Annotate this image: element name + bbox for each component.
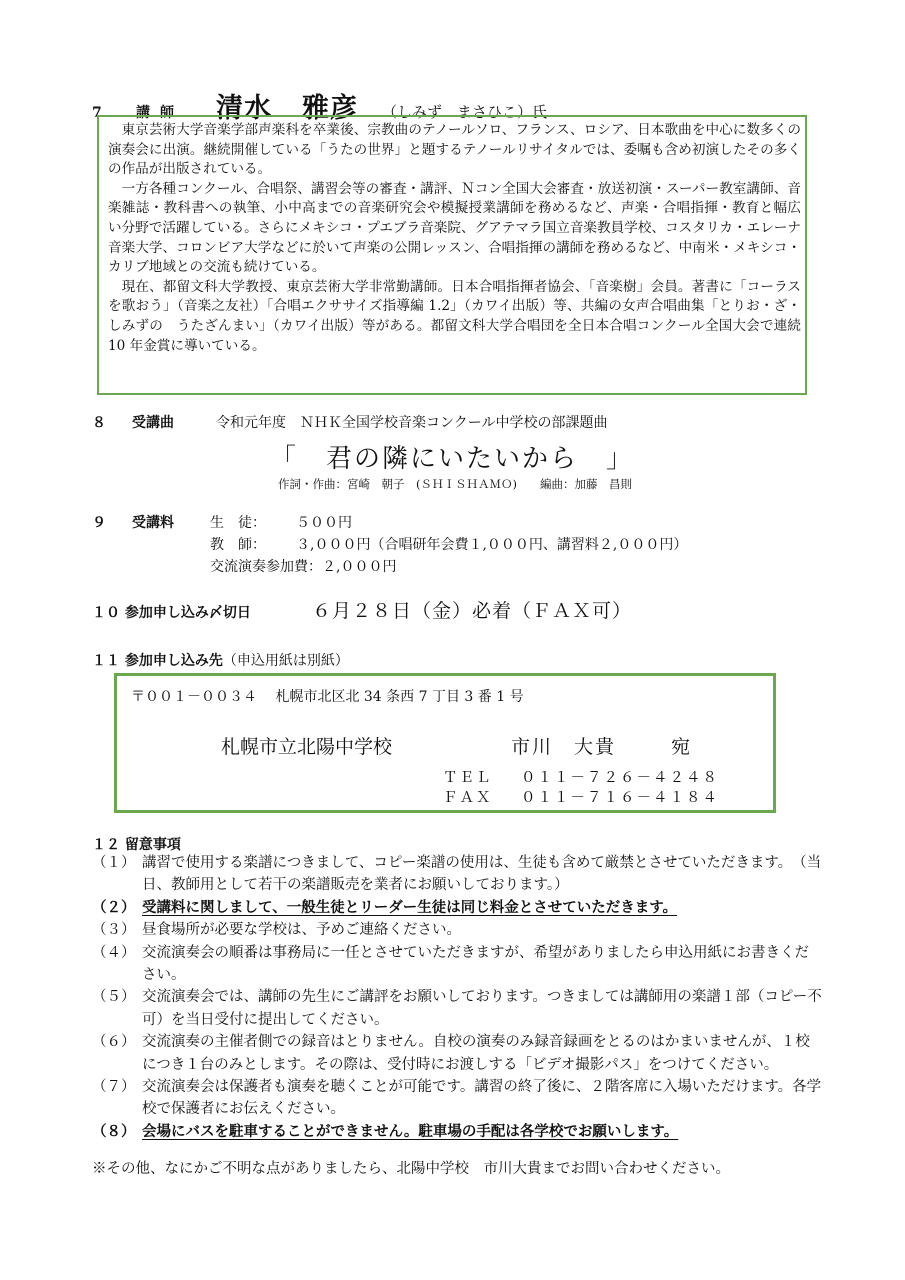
note-text: 交流演奏会の順番は事務局に一任とさせていただきますが、希望がありましたら申込用紙にお書きください。 [142,944,809,984]
school-name: 札幌市立北陽中学校 [221,736,393,758]
note-text: 受講料に関しまして、一般生徒とリーダー生徒は同じ料金とさせていただきます。 [142,898,678,916]
note-text: 交流演奏会では、講師の先生にご講評をお願いしております。つきましては講師用の楽譜１部（コピー不可）を当日受付に提出してください。 [142,989,822,1028]
student-fee-value: ５００円 [296,515,352,531]
fax-label: ＦＡＸ [443,790,493,806]
note-item [92,852,822,897]
note-text: 会場にバスを駐車することができません。駐車場の手配は各学校でお願いします。 [142,1122,679,1140]
notes-list [92,852,822,1143]
note-number: （１） [92,855,136,871]
lecturer-reading: （しみず まさひこ）氏 [382,103,548,121]
bio-paragraph: 一方各種コンクール、合唱祭、講習会等の審査・講評、Ｎコン全国大会審査・放送初演・スーパー教室講師、音楽雑誌・教科書への執筆、小中高までの音楽研究会や模擬授業講師を務めるなど、声楽・合唱指揮・教育と幅広い分野で活躍している。さらにメキシコ・プエブラ音楽院、グアテマラ国立音楽教員学校、コスタリカ・エレーナ音楽大学、コロンビア大学などに於いて声楽の公開レッスン、合唱指揮の講師を務めるなど、中南米・メキシコ・カリブ地域との交流も続けている。 [108,180,801,276]
section-label: 講師 [136,105,184,121]
lecturer-bio-box [97,115,807,395]
note-item [92,1076,822,1121]
teacher-fee-value: ３,０００円（合唱研年会費１,０００円、講習料２,０００円） [296,537,688,553]
note-number: （３） [92,922,136,939]
fees-section [92,512,687,578]
note-item [92,942,822,987]
note-item [92,919,822,941]
song-subtitle: 令和元年度 ＮＨＫ全国学校音楽コンクール中学校の部課題曲 [216,415,608,431]
fee-row-student [92,512,687,534]
note-number: （５） [92,989,136,1006]
song-title: 「 君の隣にいたいから 」 [270,444,635,474]
section-number: 7 [92,105,102,121]
tel-label: ＴＥＬ [443,770,493,786]
fee-row-teacher [92,534,687,556]
tel-line [443,766,719,787]
note-number: （７） [92,1079,136,1096]
note-text: 講習で使用する楽譜につきまして、コピー楽譜の使用は、生徒も含めて厳禁とさせていただきます。 （当日、教師用として若干の楽譜販売を業者にお願いしております。） [142,855,822,894]
lecturer-family-name: 清水 [216,93,272,124]
section-label: 受講料 [132,515,174,531]
note-item [92,986,822,1031]
course-song-heading [92,412,607,432]
deadline-value: ６月２８日（金）必着（ＦＡＸ可） [312,600,633,622]
note-text: 交流演奏の主催者側での録音はとりません。自校の演奏のみ録音録画をとるのはかまいませんが、１校につき１台のみとします。その際は、受付時にお渡しする「ビデオ撮影パス」をつけてください。 [142,1034,810,1073]
note-number: （４） [92,944,136,961]
section-number: ９ [92,515,106,531]
note-item [92,1121,822,1143]
bio-paragraph: 東京芸術大学音楽学部声楽科を卒業後、宗教曲のテノールソロ、フランス、ロシア、日本歌曲を中心に数多くの演奏会に出演。継続開催している「うたの世界」と題するテノールリサイタルでは、委嘱も含め初演したその多くの作品が出版されている。 [108,122,801,178]
section-label: 受講曲 [132,415,174,431]
recipient-line [221,732,690,759]
address-box [114,673,776,813]
lecturer-given-name: 雅彦 [302,93,358,124]
notes-heading: １２ 留意事項 [92,837,181,853]
deadline-section [92,596,632,623]
honorific: 宛 [671,736,691,758]
fax-line [443,786,719,807]
application-heading [92,650,349,670]
contact-footer-note: ※その他、なにかご不明な点がありましたら、北陽中学校 市川大貴までお問い合わせください。 [92,1161,730,1177]
application-note: （申込用紙は別紙） [222,653,349,669]
note-text: 交流演奏会は保護者も演奏を聴くことが可能です。講習の終了後に、２階客席に入場いただけます。各学校で保護者にお伝えください。 [142,1079,822,1118]
tel-number: ０１１－７２６－４２４８ [521,770,719,786]
note-text: 昼食場所が必要な学校は、予めご連絡ください。 [142,922,461,939]
postal-address: 〒００１－００３４ 札幌市北区北 34 条西 7 丁目 3 番 1 号 [131,689,524,705]
note-number: （８） [92,1122,136,1140]
teacher-fee-label: 教 師： [210,537,266,553]
fee-row-exchange [92,556,687,578]
note-number: （２） [92,898,136,916]
song-credit: 作詞・作曲：宮崎 朝子 (ＳＨＩＳＨＡＭＯ) 編曲：加藤 昌則 [278,477,632,491]
fax-number: ０１１－７１６－４１８４ [521,790,719,806]
contact-person: 市川 大貴 [511,736,617,758]
bio-paragraph: 現在、都留文科大学教授、東京芸術大学非常勤講師。日本合唱指揮者協会、「音楽樹」会員。著書に「コーラスを歌おう」（音楽之友社）「合唱エクササイズ指導編 1.2」（カワイ出版）等、共編の女声合唱曲集「とりお・ざ・しみずの うたざんまい」（カワイ出版）等がある。都留文科大学合唱団を全日本合唱コンクール全国大会で連続 10 年金賞に導いている。 [108,278,801,354]
note-item [92,1031,822,1076]
student-fee-label: 生 徒： [210,515,266,531]
note-number: （６） [92,1034,136,1051]
note-item [92,897,822,919]
deadline-label: １０ 参加申し込み〆切日 [92,605,251,621]
section-number: ８ [92,415,106,431]
application-label: １１ 参加申し込み先 [92,653,223,669]
exchange-fee: 交流演奏参加費：２,０００円 [210,559,397,575]
